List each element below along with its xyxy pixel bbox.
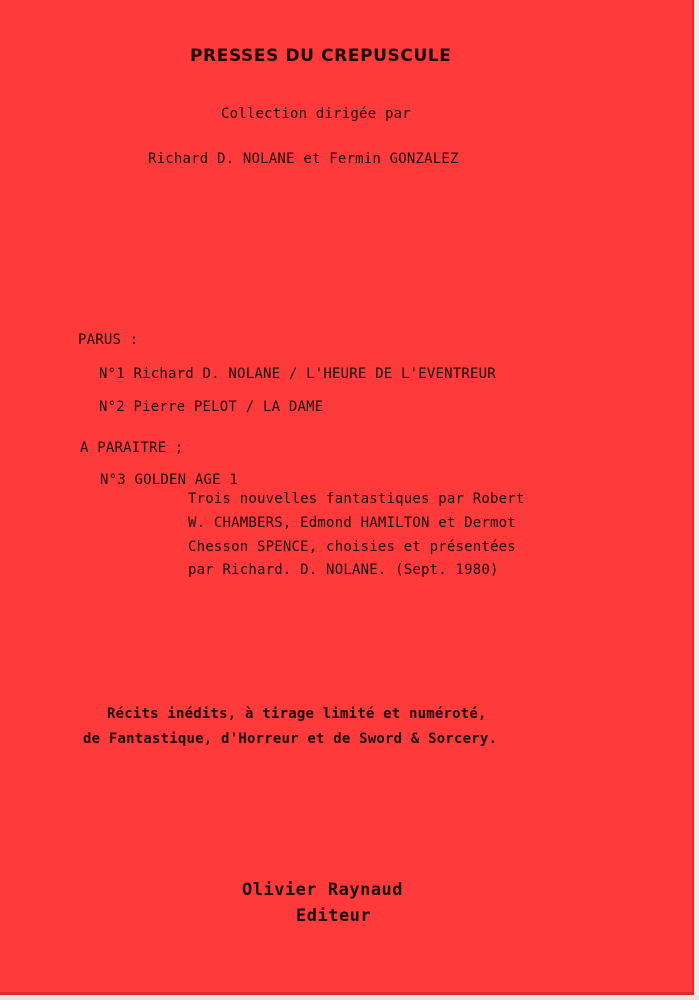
publisher-name: Olivier Raynaud <box>242 880 404 900</box>
forthcoming-description-line: par Richard. D. NOLANE. (Sept. 1980) <box>188 562 499 578</box>
collection-title: PRESSES DU CREPUSCULE <box>190 46 452 66</box>
forthcoming-description-line: W. CHAMBERS, Edmond HAMILTON et Dermot <box>188 515 516 531</box>
directed-by-label: Collection dirigée par <box>221 106 411 122</box>
forthcoming-label: A PARAITRE ; <box>80 440 184 456</box>
forthcoming-description-line: Chesson SPENCE, choisies et présentées <box>188 539 516 555</box>
published-item-2: N°2 Pierre PELOT / LA DAME <box>99 399 324 415</box>
publisher-role: Editeur <box>296 906 372 926</box>
blurb-line-1: Récits inédits, à tirage limité et numéroté, <box>107 706 487 722</box>
directors-names: Richard D. NOLANE et Fermin GONZALEZ <box>148 151 459 167</box>
forthcoming-item-3: N°3 GOLDEN AGE 1 <box>100 472 239 488</box>
page-edge <box>694 0 699 1000</box>
published-item-1: N°1 Richard D. NOLANE / L'HEURE DE L'EVENTREUR <box>99 366 496 382</box>
blurb-line-2: de Fantastique, d'Horreur et de Sword & Sorcery. <box>83 731 498 747</box>
published-label: PARUS : <box>78 332 139 348</box>
page-bottom-edge <box>0 995 699 1000</box>
forthcoming-description-line: Trois nouvelles fantastiques par Robert <box>188 491 525 507</box>
